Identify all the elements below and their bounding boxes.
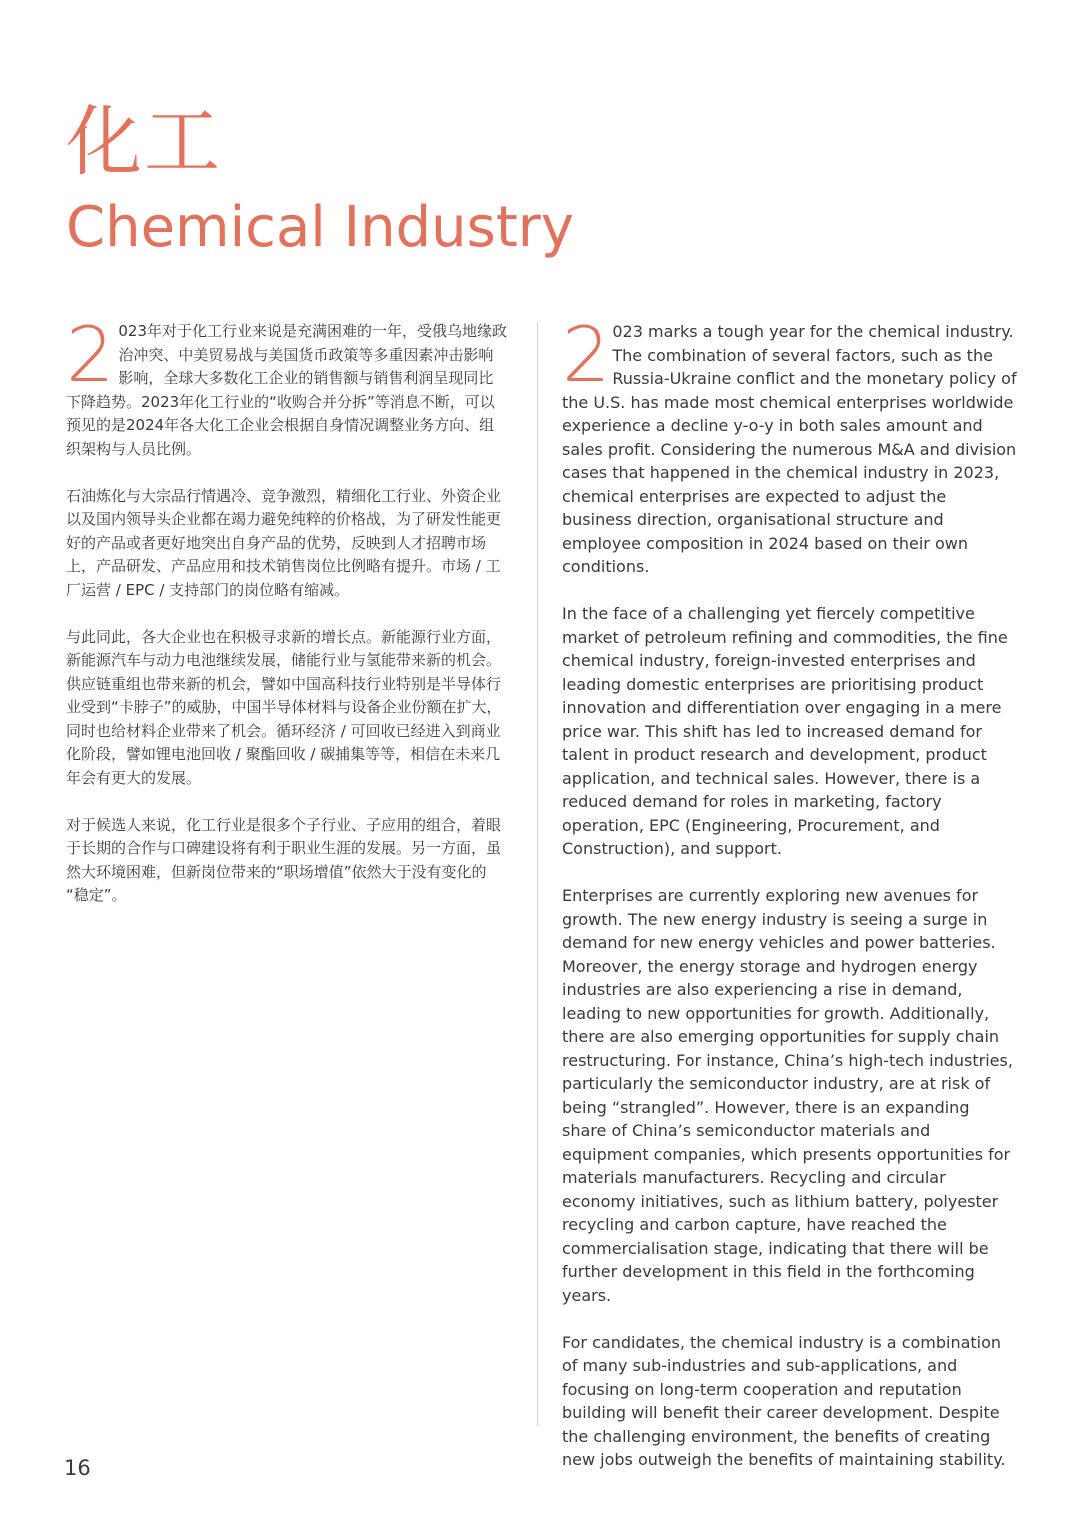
chinese-text-column — [66, 310, 508, 908]
english-paragraph-1 — [562, 310, 1018, 579]
column-divider — [537, 322, 538, 1426]
paragraph-tail: “稳定”。 — [66, 886, 127, 904]
chinese-paragraph-1 — [66, 310, 508, 461]
paragraph-text: 023 marks a tough year for the chemical industry. The combination of several factors, such as the Russia-Ukraine conflict and the monetary policy of the U.S. has made most chemical enterprises worldwide experience a decline y-o-y in both sales amount and sales profit. Considering the numerous M&A and division cases that happened in the chemical industry in 2023, chemical enterprises are expected to adjust the business direction, organisational structure and employee composition in 2024 based on their own conditions. — [562, 322, 1017, 576]
dropcap: 2 — [66, 310, 115, 399]
dropcap: 2 — [562, 310, 611, 399]
english-paragraph-4: For candidates, the chemical industry is a combination of many sub-industries and sub-applications, and focusing on long-term cooperation and reputation building will benefit their career development. Despite the challenging environment, the benefits of creating new jobs outweigh the benefits of maintaining stability. — [562, 1332, 1006, 1469]
paragraph-text: 023年对于化工行业来说是充满困难的一年，受俄乌地缘政治冲突、中美贸易战与美国货币政策等多重因素冲击影响影响，全球大多数化工企业的销售额与销售利润呈现同比下降趋势。2023年化工行业的“收购合并分拆”等消息不断，可以预见的是2024年各大化工企业会根据自身情况调整业务方向、组织架构与人员比例。 — [66, 322, 507, 458]
chinese-paragraph-3: 与此同此，各大企业也在积极寻求新的增长点。新能源行业方面，新能源汽车与动力电池继续发展，储能行业与氢能带来新的机会。供应链重组也带来新的机会，譬如中国高科技行业特别是半导体行业受到“卡脖子”的威胁，中国半导体材料与设备企业份额在扩大，同时也给材料企业带来了机会。循环经济 / 可回收已经进入到商业化阶段，譬如锂电池回收 / 聚酯回收 / 碳捕集等等，相信在未来几年会有更大的发展。 — [66, 627, 502, 787]
page-number: 16 — [64, 1456, 91, 1480]
english-paragraph-3: Enterprises are currently exploring new avenues for growth. The new energy industry is seeing a surge in demand for new energy vehicles and power batteries. Moreover, the energy storage and hydrogen energy industries are also experiencing a rise in demand, leading to new opportunities for growth. Additionally, there are also emerging opportunities for supply chain restructuring. For instance, China’s high-tech industries, particularly the semiconductor industry, are at risk of being “strangled”. However, there is an expanding share of China’s semiconductor materials and equipment companies, which presents opportunities for materials manufacturers. Recycling and circular economy initiatives, such as lithium battery, polyester recycling and carbon capture, have reached the commercialisation stage, indicating that there will be further development in this field in the forthcoming years. — [562, 886, 1013, 1305]
english-text-column — [562, 310, 1018, 1472]
page-title-english: Chemical Industry — [66, 195, 574, 260]
page-title-chinese: 化工 — [66, 97, 222, 186]
english-paragraph-2: In the face of a challenging yet fiercely competitive market of petroleum refining and commodities, the fine chemical industry, foreign-invested enterprises and leading domestic enterprises are prioritising product innovation and differentiation over engaging in a mere price war. This shift has led to increased demand for talent in product research and development, product application, and technical sales. However, there is a reduced demand for roles in marketing, factory operation, EPC (Engineering, Procurement, and Construction), and support. — [562, 604, 1008, 858]
chinese-paragraph-2: 石油炼化与大宗品行情遇冷、竞争激烈，精细化工行业、外资企业以及国内领导头企业都在竭力避免纯粹的价格战，为了研发性能更好的产品或者更好地突出自身产品的优势，反映到人才招聘市场上，产品研发、产品应用和技术销售岗位比例略有提升。市场 / 工厂运营 / EPC / 支持部门的岗位略有缩减。 — [66, 486, 502, 599]
paragraph-text: 对于候选人来说，化工行业是很多个子行业、子应用的组合，着眼于长期的合作与口碑建设将有利于职业生涯的发展。另一方面，虽然大环境困难，但新岗位带来的“职场增值”依然大于没有变化的 — [66, 815, 502, 881]
chinese-paragraph-4 — [66, 814, 508, 908]
